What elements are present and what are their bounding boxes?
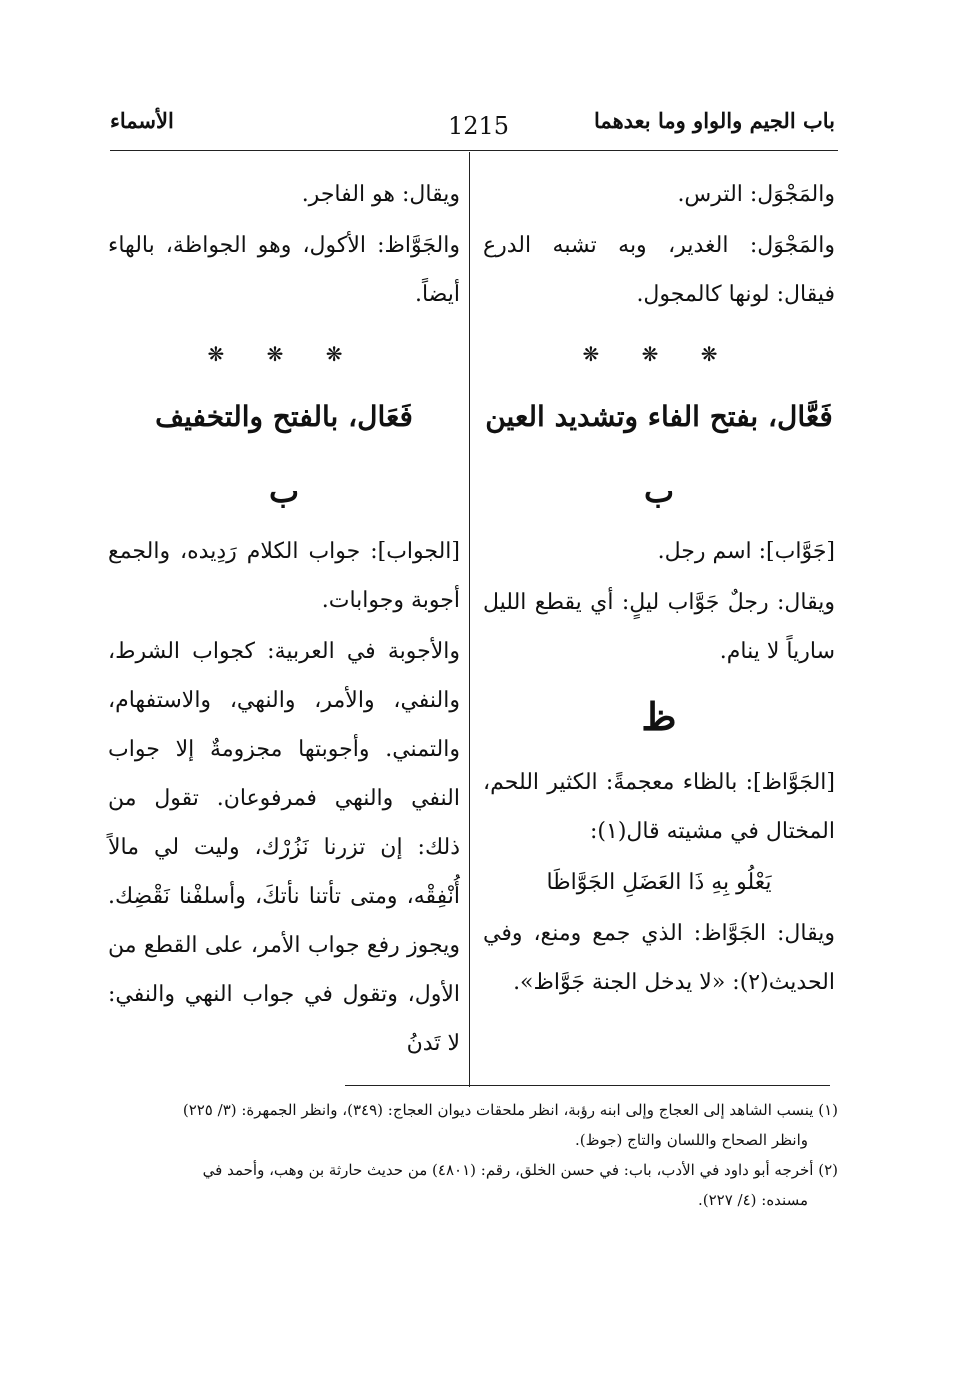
footnote-2-continued: مسنده: (٤/ ٢٢٧). (697, 1191, 808, 1209)
entry-jawwab-layl: ويقال: رجلٌ جَوَّاب ليلٍ: أي يقطع الليل سارياً لا ينام. (483, 590, 835, 664)
entry-jawwab-name: [جَوَّاب]: اسم رجل. (657, 539, 835, 564)
entry-mijwal-pond: والمَجْوَل: الغدير، وبه تشبه الدرع فيقال: لونها كالمجول. (483, 233, 835, 307)
entry-ajwiba: والأجوبة في العربية: كجواب الشرط، والنفي، والأمر، والنهي، والاستفهام، والتمني. وأجوبتها مجزومةٌ إلا جواب النفي والنهي فمرفوعان. تقول من ذلك: إن تزرنا نَزُرْك، وليت لي مالاً أُنْفِقْه، ومتى تأتنا نأتكَ، وأسلفْنا نَقْضِك. ويجوز رفع جواب الأمر، على القطع من الأول، وتقول في جواب النهي والنفي: لا تَدنُ (108, 639, 460, 1056)
footnote-1: (١) ينسب الشاهد إلى العجاج وإلى ابنه رؤبة، انظر ملحقات ديوان العجاج: (٣٤٩)، وانظر الجمهرة: (٣/ ٢٢٥) (182, 1101, 838, 1119)
entry-jawab: [الجواب]: جواب الكلام رَدِيده، والجمع أجوبة وجوابات. (108, 539, 460, 613)
letter-heading-ba: ب (643, 472, 675, 510)
entry-jawwaz: [الجَوَّاظ]: بالظاء معجمةً: الكثير اللحم، المختال في مشيته قال(١): (483, 770, 835, 844)
page-number: 1215 (448, 112, 510, 140)
letter-heading-ba: ب (268, 472, 300, 510)
section-separator: ❋ ❋ ❋ (207, 342, 361, 366)
chapter-title: باب الجيم والواو وما بعدهما (594, 108, 835, 133)
page-header (110, 108, 835, 148)
footnote-rule (345, 1085, 830, 1086)
letter-heading-za: ظ (641, 694, 677, 739)
section-heading: فَعَال، بالفتح والتخفيف (155, 400, 413, 433)
section-heading: فَعَّال، بفتح الفاء وتشديد العين (485, 400, 833, 433)
left-column (108, 170, 460, 1070)
entry-fajir: ويقال: هو الفاجر. (301, 182, 460, 207)
header-rule (110, 150, 838, 151)
column-divider (469, 152, 470, 1087)
footnote-2: (٢) أخرجه أبو داود في الأدب، باب: في حسن الخلق، رقم: (٤٨٠١) من حديث حارثة بن وهب، وأحمد في (202, 1161, 838, 1179)
footnote-1-continued: وانظر الصحاح واللسان والتاج (جوظ). (575, 1131, 808, 1149)
entry-jawwaz-hadith: ويقال: الجَوَّاظ: الذي جمع ومنع، وفي الحديث(٢): «لا يدخل الجنة جَوَّاظ». (483, 921, 835, 995)
section-title: الأسماء (110, 108, 174, 133)
right-column (483, 170, 835, 1009)
footnotes (110, 1095, 838, 1215)
poetry-verse: يَعْلُو بِهِ ذَا العَضَلِ الجَوَّاظَا (546, 870, 772, 895)
section-separator: ❋ ❋ ❋ (582, 342, 736, 366)
entry-mijwal-shield: والمَجْوَل: الترس. (677, 182, 835, 207)
entry-jawwaz-akool: والجَوَّاظ: الأكول، وهو الجواظة، بالهاء أيضاً. (108, 233, 460, 307)
